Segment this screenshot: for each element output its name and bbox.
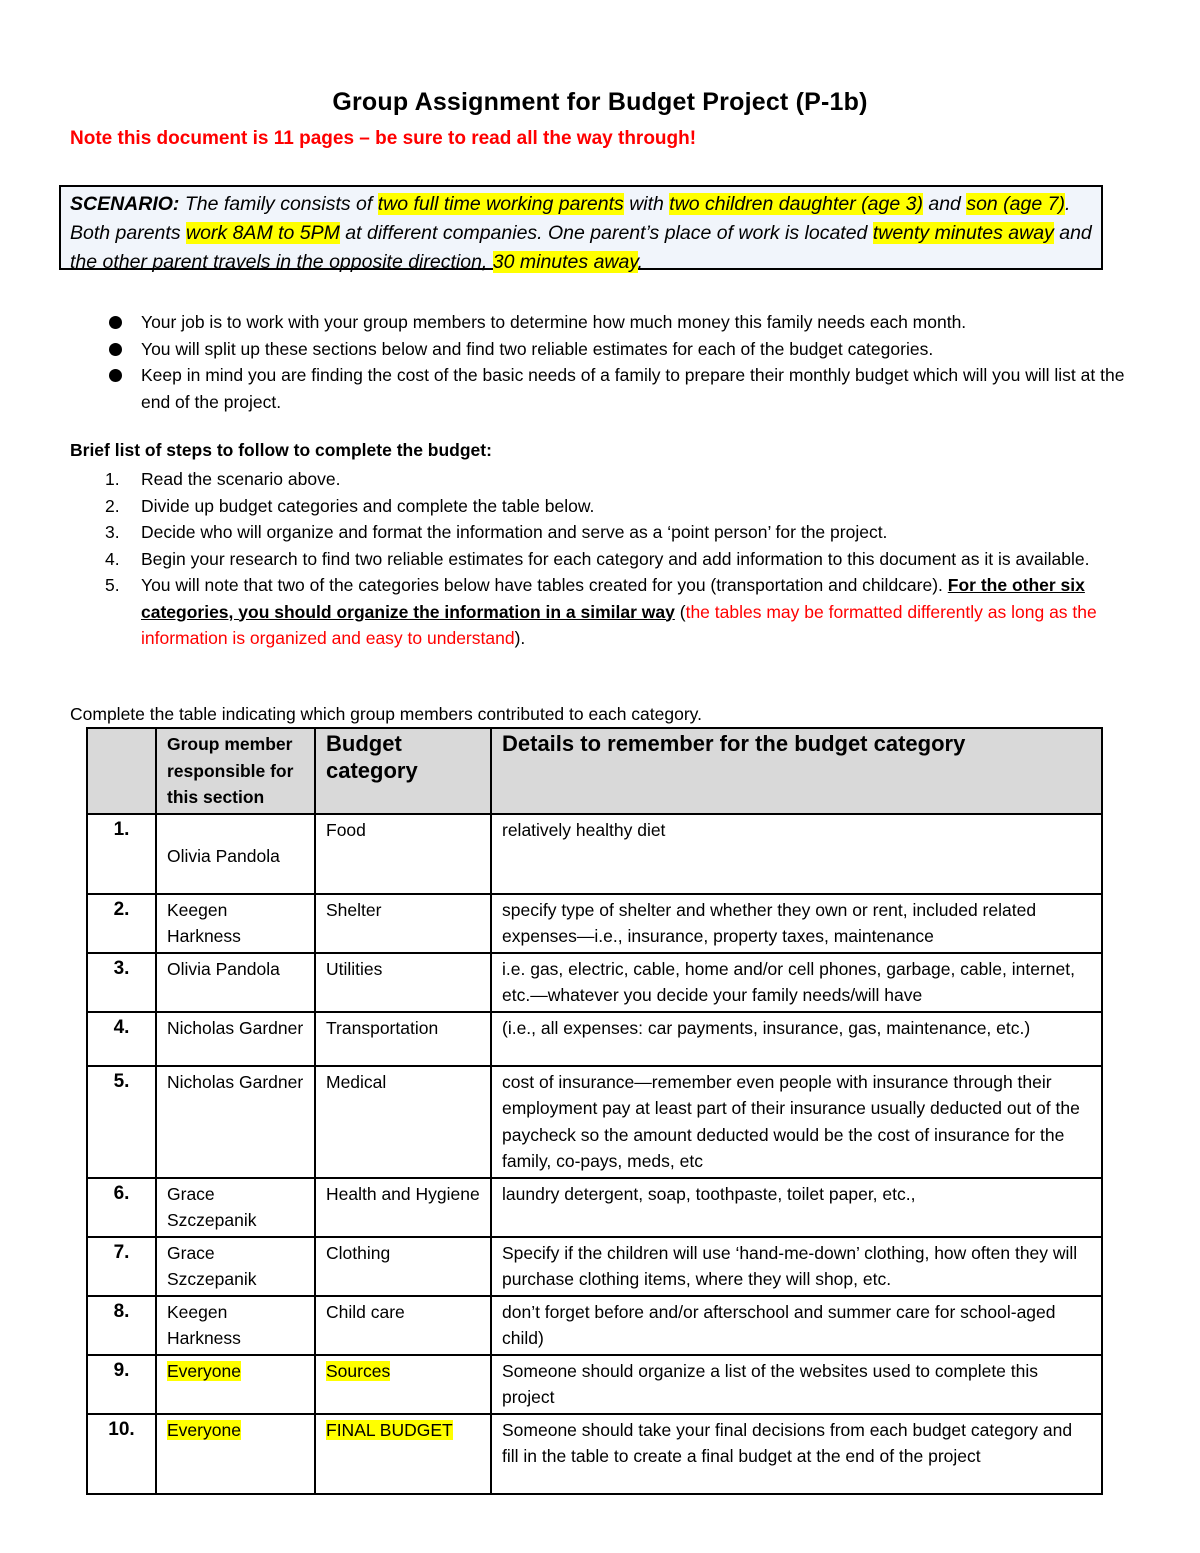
row-category-cell [315, 1355, 491, 1414]
list-item [105, 493, 1145, 520]
row-details: cost of insurance—remember even people with insurance through their employment pay at least part of their insurance usually deducted out of the paycheck so the amount deducted would be the cost of insurance for the family, co-pays, meds, etc [491, 1066, 1102, 1178]
step-number: 1. [105, 469, 120, 489]
row-details: specify type of shelter and whether they own or rent, included related expenses—i.e., insurance, property taxes, maintenance [491, 894, 1102, 953]
row-number: 1. [87, 814, 156, 894]
scenario-text: . Both parents [70, 193, 1071, 244]
row-number: 10. [87, 1414, 156, 1494]
table-row [87, 1237, 1102, 1296]
step-text: ( [674, 601, 686, 622]
table-row [87, 894, 1102, 953]
scenario-box [59, 185, 1103, 273]
list-item [105, 309, 1145, 336]
bullet-icon [109, 369, 122, 382]
table-row [87, 814, 1102, 894]
scenario-highlight: twenty minutes away [872, 222, 1054, 244]
row-details: Specify if the children will use ‘hand-me-down’ clothing, how often they will purchase clothing items, where they will shop, etc. [491, 1237, 1102, 1296]
bullet-icon [109, 343, 122, 356]
list-item [105, 466, 1145, 493]
step-text: Read the scenario above. [141, 469, 341, 489]
row-member-cell [156, 1355, 315, 1414]
row-category-cell [315, 1414, 491, 1494]
step-text: Begin your research to find two reliable estimates for each category and add information to this document as it is available. [141, 548, 1090, 569]
scenario-text: with [623, 193, 670, 215]
scenario-text: The family consists of [179, 193, 378, 215]
table-intro: Complete the table indicating which group members contributed to each category. [70, 704, 702, 724]
row-member: Olivia Pandola [156, 953, 315, 1012]
row-category: Food [315, 814, 491, 894]
step-text: Decide who will organize and format the information and serve as a ‘point person’ for the project. [141, 522, 888, 542]
row-category: Child care [315, 1296, 491, 1355]
header-details: Details to remember for the budget category [491, 728, 1102, 814]
scenario-highlight: two children daughter (age 3) [669, 193, 923, 215]
list-item [105, 336, 1145, 363]
table-row [87, 1066, 1102, 1178]
scenario-text: and the other parent travels in the opposite direction, [70, 222, 1092, 273]
list-item [105, 519, 1145, 546]
bullet-text: Your job is to work with your group members to determine how much money this family needs each month. [141, 312, 967, 332]
row-details: Someone should organize a list of the websites used to complete this project [491, 1355, 1102, 1414]
row-member: Grace Szczepanik [156, 1178, 315, 1237]
scenario-highlight: son (age 7) [966, 193, 1065, 215]
row-category: Shelter [315, 894, 491, 953]
step-red-note: the tables may be formatted differently as long as the information is organized and easy to understand [141, 601, 1097, 648]
row-member: Everyone [167, 1419, 241, 1440]
step-number: 3. [105, 522, 120, 542]
scenario-text: . [637, 251, 644, 273]
row-member: Nicholas Gardner [156, 1066, 315, 1178]
row-member: Keegen Harkness [156, 894, 315, 953]
page-count-note: Note this document is 11 pages – be sure to read all the way through! [70, 128, 697, 149]
assignment-table [86, 727, 1103, 1495]
row-details: relatively healthy diet [491, 814, 1102, 894]
scenario-text: at different companies. One parent’s place of work is located [339, 222, 873, 244]
row-member: Olivia Pandola [156, 814, 315, 894]
scenario-highlight: two full time working parents [377, 193, 624, 215]
row-number: 5. [87, 1066, 156, 1178]
row-number: 3. [87, 953, 156, 1012]
header-category: Budget category [315, 728, 491, 814]
table-row [87, 1414, 1102, 1494]
step-text: Divide up budget categories and complete the table below. [141, 495, 595, 516]
row-category: Clothing [315, 1237, 491, 1296]
row-number: 7. [87, 1237, 156, 1296]
row-category: Medical [315, 1066, 491, 1178]
header-number [87, 728, 156, 814]
row-category: FINAL BUDGET [326, 1419, 453, 1440]
table-row [87, 953, 1102, 1012]
bullet-text: You will split up these sections below and find two reliable estimates for each of the budget categories. [141, 338, 934, 359]
step-number: 5. [105, 575, 120, 595]
bullet-icon [109, 316, 122, 329]
row-details: Someone should take your final decisions from each budget category and fill in the table to create a final budget at the end of the project [491, 1414, 1102, 1494]
document-title: Group Assignment for Budget Project (P-1b) [332, 88, 868, 116]
table-row [87, 1296, 1102, 1355]
row-category: Health and Hygiene [315, 1178, 491, 1237]
row-member: Grace Szczepanik [156, 1237, 315, 1296]
row-details: laundry detergent, soap, toothpaste, toilet paper, etc., [491, 1178, 1102, 1237]
table-row [87, 1178, 1102, 1237]
row-member: Nicholas Gardner [156, 1012, 315, 1066]
step-text: You will note that two of the categories below have tables created for you (transportation and childcare). [141, 575, 948, 595]
steps-list [105, 466, 1145, 652]
row-number: 8. [87, 1296, 156, 1355]
scenario-label: SCENARIO: [70, 193, 180, 215]
header-member: Group member responsible for this section [156, 728, 315, 814]
scenario-text: and [922, 193, 967, 215]
bullet-text: Keep in mind you are finding the cost of the basic needs of a family to prepare their monthly budget which will you will list at the end of the project. [141, 365, 1125, 412]
row-category: Sources [326, 1360, 391, 1381]
step-emphasis: For the other six categories, you should organize the information in a similar way [141, 575, 1085, 622]
list-item [105, 572, 1145, 652]
row-number: 4. [87, 1012, 156, 1066]
row-member: Everyone [167, 1360, 241, 1381]
row-category: Transportation [315, 1012, 491, 1066]
row-number: 2. [87, 894, 156, 953]
steps-heading: Brief list of steps to follow to complete the budget: [70, 440, 492, 460]
step-number: 2. [105, 495, 120, 516]
row-number: 6. [87, 1178, 156, 1237]
scenario-highlight: work 8AM to 5PM [186, 222, 340, 244]
table-row [87, 1355, 1102, 1414]
list-item [105, 546, 1145, 573]
row-details: don’t forget before and/or afterschool and summer care for school-aged child) [491, 1296, 1102, 1355]
table-header-row [87, 728, 1102, 814]
scenario-highlight: 30 minutes away [492, 251, 638, 273]
instructions-list [105, 309, 1145, 415]
row-member: Keegen Harkness [156, 1296, 315, 1355]
row-member-cell [156, 1414, 315, 1494]
row-category: Utilities [315, 953, 491, 1012]
row-number: 9. [87, 1355, 156, 1414]
step-number: 4. [105, 548, 120, 569]
list-item [105, 362, 1145, 415]
step-text: ). [514, 628, 526, 648]
row-details: (i.e., all expenses: car payments, insurance, gas, maintenance, etc.) [491, 1012, 1102, 1066]
row-details: i.e. gas, electric, cable, home and/or cell phones, garbage, cable, internet, etc.—whatever you decide your family needs/will have [491, 953, 1102, 1012]
table-row [87, 1012, 1102, 1066]
